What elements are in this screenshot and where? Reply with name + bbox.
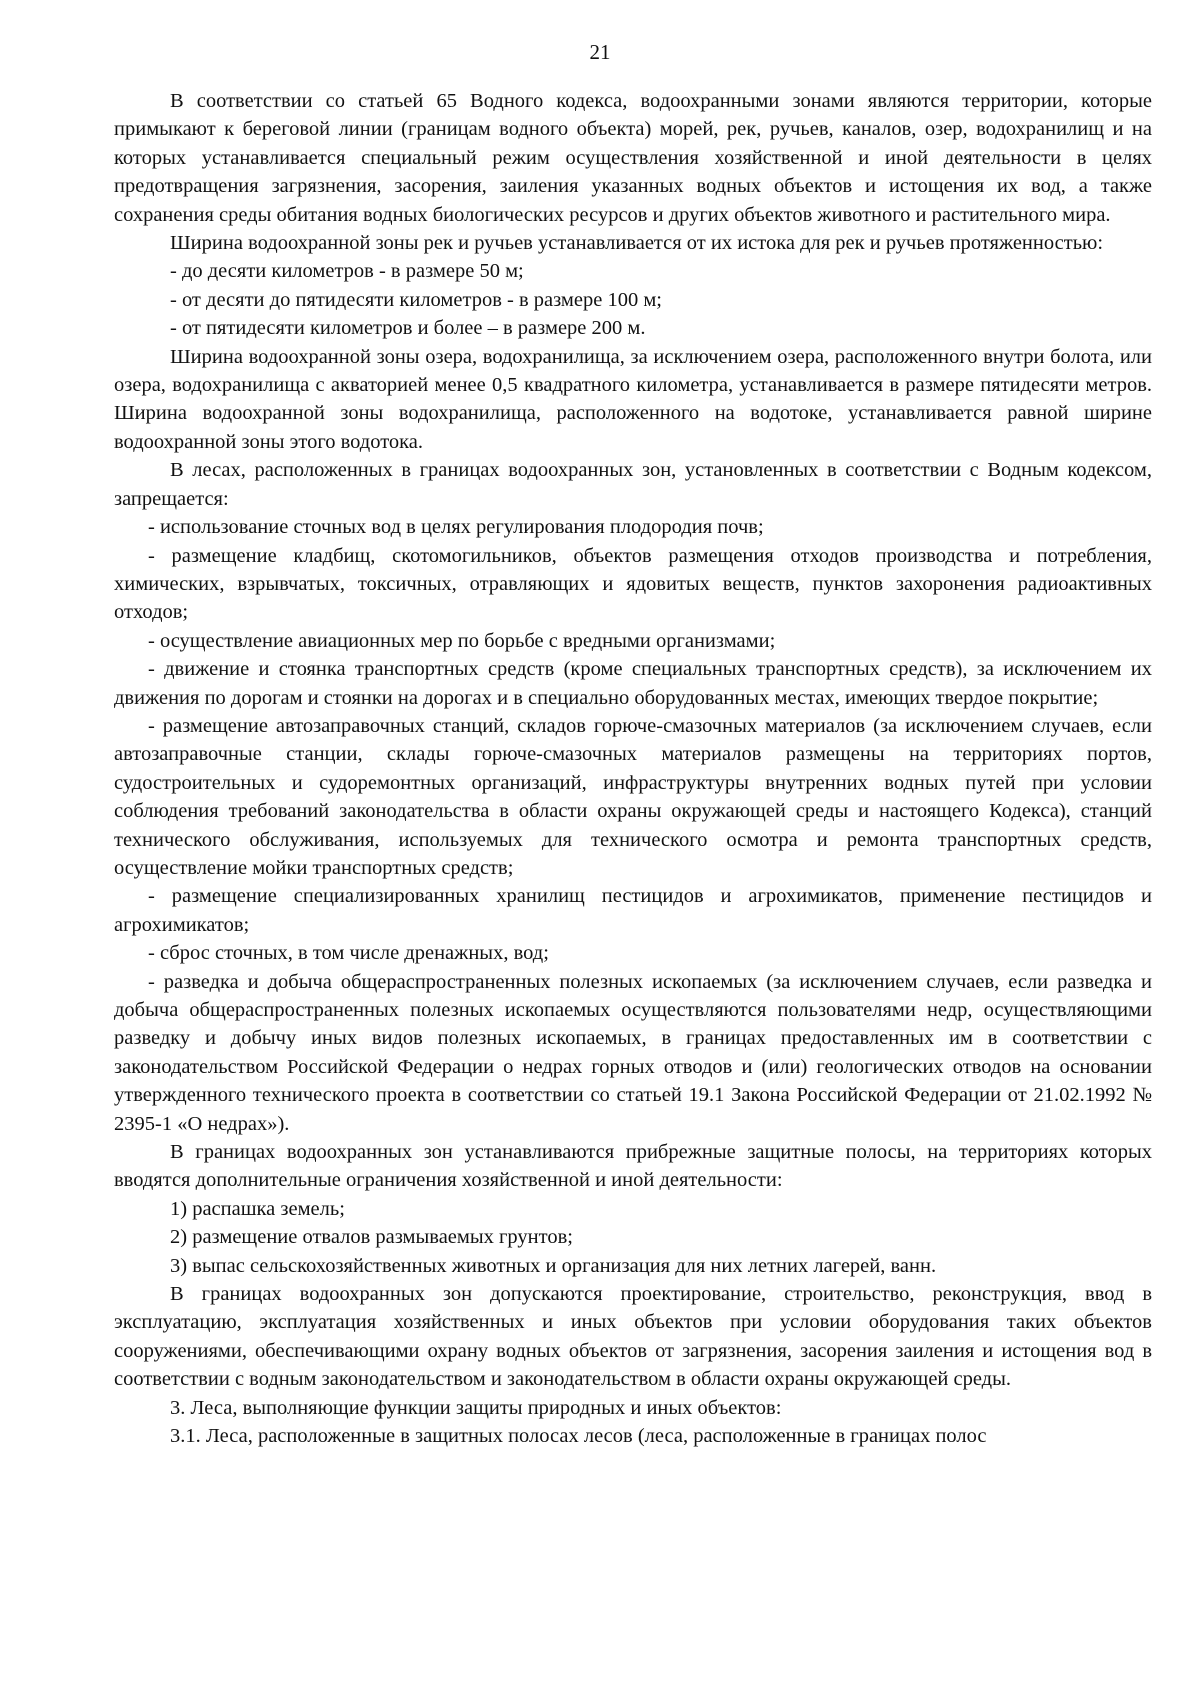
document-body xyxy=(114,87,1152,1451)
list-item: - от пятидесяти километров и более – в размере 200 м. xyxy=(170,317,646,340)
paragraph: Ширина водоохранной зоны рек и ручьев устанавливается от их истока для рек и ручьев протяженностью: xyxy=(170,232,1104,255)
list-item: - размещение автозаправочных станций, складов горюче-смазочных материалов (за исключением случаев, если автозаправочные станции, склады горюче-смазочных материалов размещены на территориях портов, судостроительных и судоремонтных организаций, инфраструктуры внутренних водных путей при условии соблюдения требований законодательства в области охраны окружающей среды и настоящего Кодекса), станций технического обслуживания, используемых для технического осмотра и ремонта транспортных средств, осуществление мойки транспортных средств; xyxy=(114,714,1152,879)
list-item: 3) выпас сельскохозяйственных животных и организация для них летних лагерей, ванн. xyxy=(170,1254,937,1277)
list-item: 1) распашка земель; xyxy=(170,1197,345,1220)
list-item: - до десяти километров - в размере 50 м; xyxy=(170,260,524,283)
page-number: 21 xyxy=(589,40,611,64)
list-item: 3.1. Леса, расположенные в защитных полосах лесов (леса, расположенные в границах полос xyxy=(170,1425,987,1448)
paragraph: Ширина водоохранной зоны озера, водохранилища, за исключением озера, расположенного внутри болота, или озера, водохранилища с акваторией менее 0,5 квадратного километра, устанавливается в размере пятидесяти метров. Ширина водоохранной зоны водохранилища, расположенного на водотоке, устанавливается равной ширине водоохранной зоны этого водотока. xyxy=(114,345,1152,453)
list-item: 2) размещение отвалов размываемых грунтов; xyxy=(170,1226,573,1249)
paragraph: В границах водоохранных зон допускаются проектирование, строительство, реконструкция, ввод в эксплуатацию, эксплуатация хозяйственных и иных объектов при условии оборудования таких объектов сооружениями, обеспечивающими охрану водных объектов от загрязнения, засорения заиления и истощения вод в соответствии с водным законодательством и законодательством в области охраны окружающей среды. xyxy=(114,1283,1152,1391)
list-item: - движение и стоянка транспортных средств (кроме специальных транспортных средств), за исключением их движения по дорогам и стоянки на дорогах и в специально оборудованных местах, имеющих твердое покрытие; xyxy=(114,658,1152,709)
list-item: - размещение специализированных хранилищ пестицидов и агрохимикатов, применение пестицидов и агрохимикатов; xyxy=(114,885,1152,936)
paragraph: В лесах, расположенных в границах водоохранных зон, установленных в соответствии с Водным кодексом, запрещается: xyxy=(114,459,1152,510)
list-item: - осуществление авиационных мер по борьбе с вредными организмами; xyxy=(148,629,776,652)
list-item: - размещение кладбищ, скотомогильников, объектов размещения отходов производства и потребления, химических, взрывчатых, токсичных, отравляющих и ядовитых веществ, пунктов захоронения радиоактивных отходов; xyxy=(114,544,1152,624)
list-item: 3. Леса, выполняющие функции защиты природных и иных объектов: xyxy=(170,1396,782,1419)
list-item: - использование сточных вод в целях регулирования плодородия почв; xyxy=(148,516,764,539)
paragraph: В границах водоохранных зон устанавливаются прибрежные защитные полосы, на территориях которых вводятся дополнительные ограничения хозяйственной и иной деятельности: xyxy=(114,1141,1152,1192)
list-item: - разведка и добыча общераспространенных полезных ископаемых (за исключением случаев, если разведка и добыча общераспространенных полезных ископаемых осуществляются пользователями недр, осуществляющими разведку и добычу иных видов полезных ископаемых, в границах предоставленных им в соответствии с законодательством Российской Федерации о недрах горных отводов и (или) геологических отводов на основании утвержденного технического проекта в соответствии со статьей 19.1 Закона Российской Федерации от 21.02.1992 № 2395-1 «О недрах»). xyxy=(114,970,1152,1135)
list-item: - сброс сточных, в том числе дренажных, вод; xyxy=(148,942,549,965)
list-item: - от десяти до пятидесяти километров - в размере 100 м; xyxy=(170,288,662,311)
paragraph: В соответствии со статьей 65 Водного кодекса, водоохранными зонами являются территории, которые примыкают к береговой линии (границам водного объекта) морей, рек, ручьев, каналов, озер, водохранилищ и на которых устанавливается специальный режим осуществления хозяйственной и иной деятельности в целях предотвращения загрязнения, засорения, заиления указанных водных объектов и истощения их вод, а также сохранения среды обитания водных биологических ресурсов и других объектов животного и растительного мира. xyxy=(114,90,1152,226)
